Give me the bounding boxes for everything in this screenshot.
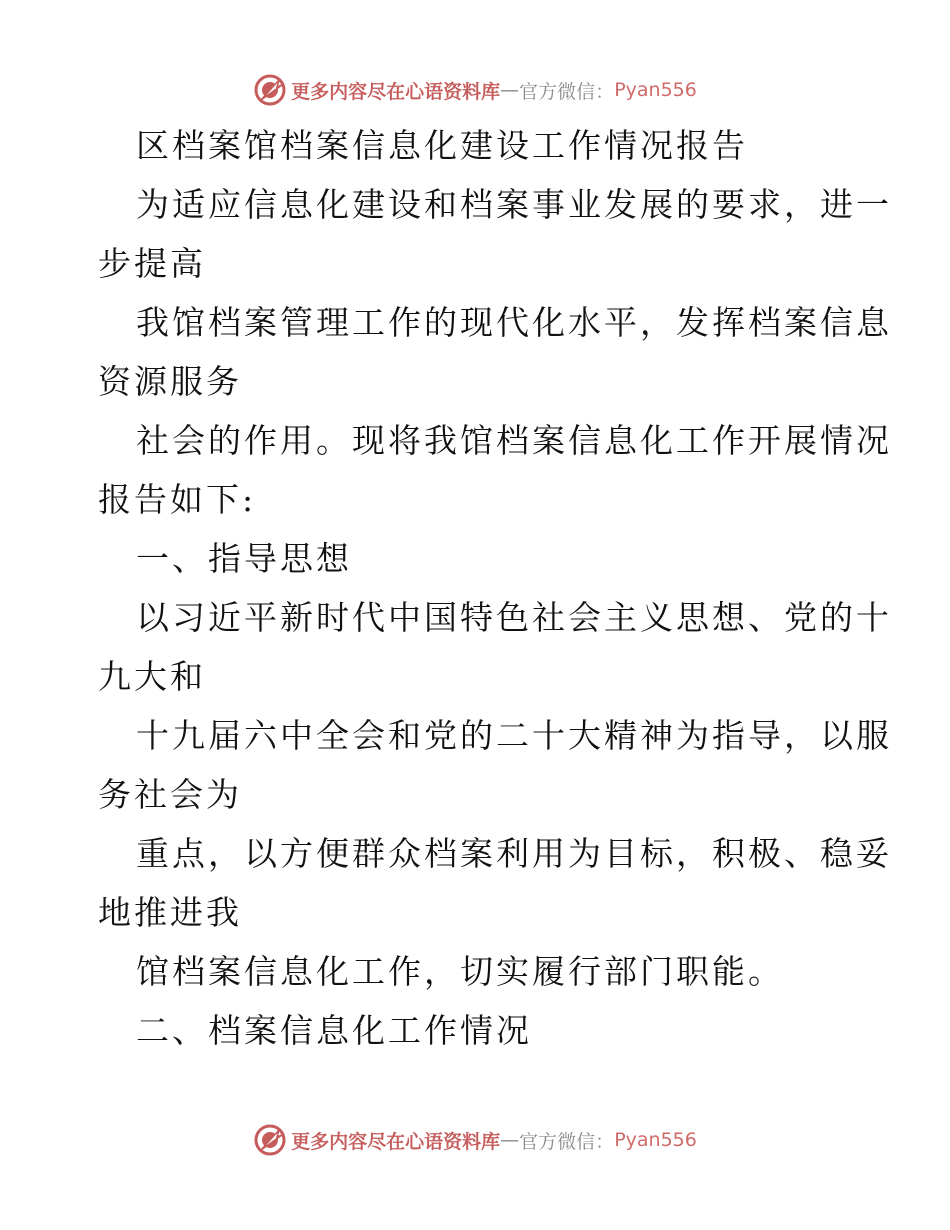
quill-emblem-icon: [253, 1123, 287, 1157]
paragraph-line: 九大和: [98, 657, 206, 696]
watermark-label: 官方微信：: [519, 80, 615, 103]
paragraph-line: 地推进我: [98, 893, 242, 932]
paragraph-line: 十九届六中全会和党的二十大精神为指导，以服: [136, 716, 892, 755]
section-heading: 二、档案信息化工作情况: [136, 1011, 532, 1050]
section-heading: 一、指导思想: [136, 539, 352, 578]
paragraph-line: 我馆档案管理工作的现代化水平，发挥档案信息: [136, 303, 892, 342]
header-watermark: [0, 70, 950, 110]
quill-emblem-icon: [253, 73, 287, 107]
watermark-brand: 更多内容尽在心语资料库: [291, 80, 501, 103]
watermark-id: Pyan556: [614, 79, 697, 101]
document-title: 区档案馆档案信息化建设工作情况报告: [136, 126, 748, 165]
watermark-brand: 更多内容尽在心语资料库: [291, 1130, 501, 1153]
paragraph-line: 报告如下:: [98, 480, 257, 519]
paragraph-line: 以习近平新时代中国特色社会主义思想、党的十: [136, 598, 892, 637]
watermark-separator: —: [500, 79, 520, 101]
watermark-separator: —: [500, 1129, 520, 1151]
paragraph-line: 重点，以方便群众档案利用为目标，积极、稳妥: [136, 834, 892, 873]
paragraph-line: 资源服务: [98, 362, 242, 401]
watermark-id: Pyan556: [614, 1129, 697, 1151]
paragraph-line: 社会的作用。现将我馆档案信息化工作开展情况: [136, 421, 892, 460]
paragraph-line: 步提高: [98, 244, 206, 283]
watermark-label: 官方微信：: [519, 1130, 615, 1153]
paragraph-line: 务社会为: [98, 775, 242, 814]
paragraph-line: 馆档案信息化工作，切实履行部门职能。: [136, 952, 784, 991]
paragraph-line: 为适应信息化建设和档案事业发展的要求，进一: [136, 185, 892, 224]
footer-watermark: [0, 1120, 950, 1160]
